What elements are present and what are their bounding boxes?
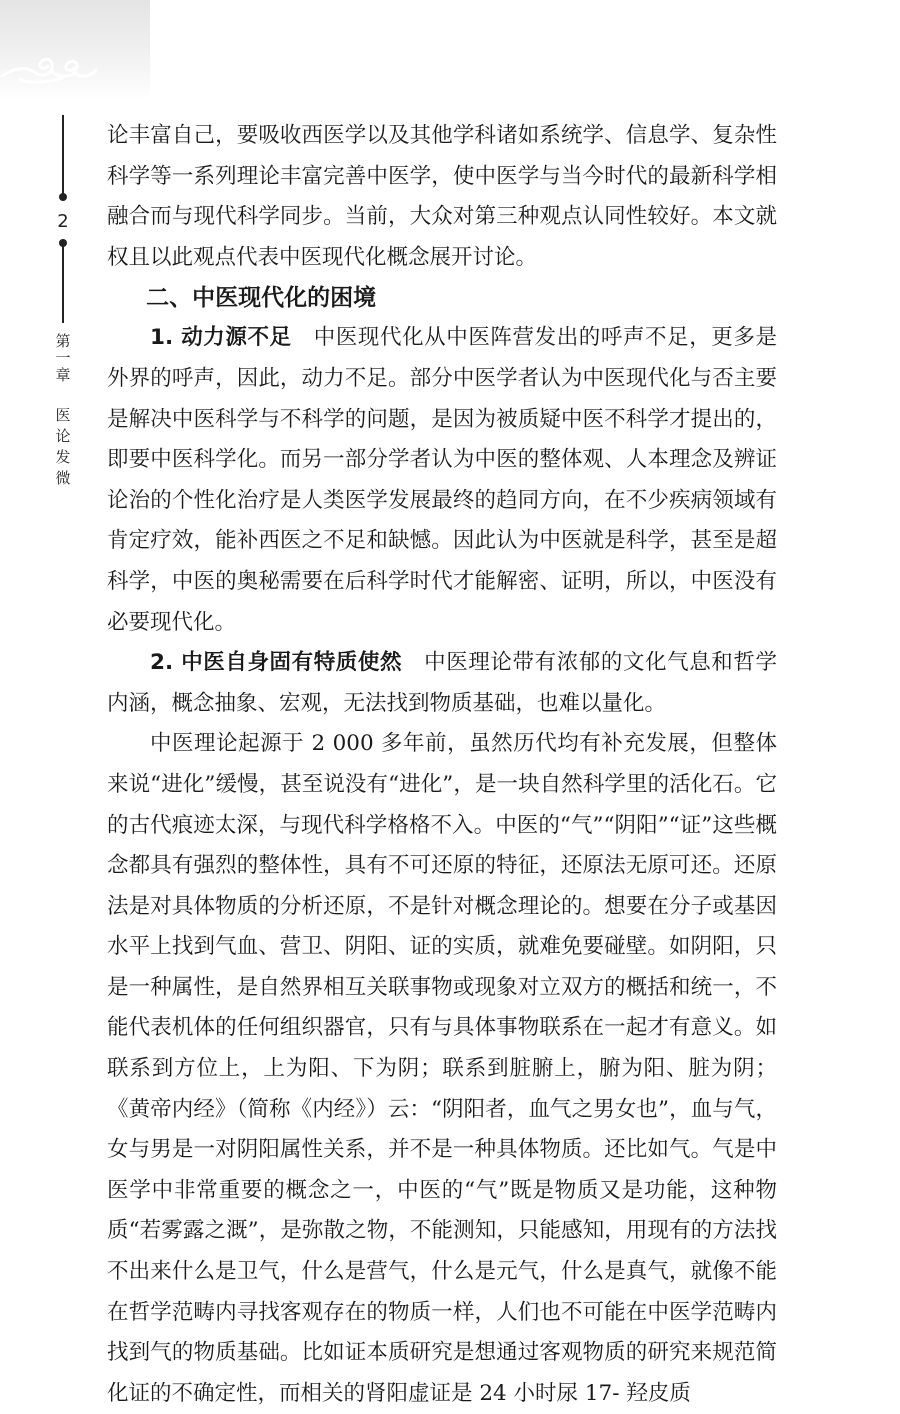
chapter-label: 第一章: [55, 332, 71, 384]
paragraph-1-lead: 1. 动力源不足: [150, 325, 292, 351]
rail-line-top: [62, 115, 64, 195]
page-body: [107, 116, 777, 1414]
paragraph-1: [107, 318, 777, 643]
page-number: 2: [57, 211, 69, 232]
header-corner-decoration: [0, 0, 150, 100]
rail-line-bottom: [62, 245, 64, 323]
paragraph-0: 论丰富自己，要吸收西医学以及其他学科诸如系统学、信息学、复杂性科学等一系列理论丰富完善中医学，使中医学与当今时代的最新科学相融合而与现代科学同步。当前，大众对第三种观点认同性较好。本文就权且以此观点代表中医现代化概念展开讨论。: [107, 123, 777, 270]
section-heading: 二、中医现代化的困境: [146, 285, 377, 312]
paragraph-2-lead: 2. 中医自身固有特质使然: [150, 650, 403, 676]
paragraph-2: [107, 643, 777, 724]
margin-rail: [38, 115, 88, 495]
cloud-ornament-icon: [0, 48, 100, 88]
paragraph-2-text: 中医理论带有浓郁的文化气息和哲学内涵，概念抽象、宏观，无法找到物质基础，也难以量化。: [107, 650, 777, 716]
rail-dot-top: [59, 193, 67, 201]
paragraph-3: 中医理论起源于 2 000 多年前，虽然历代均有补充发展，但整体来说“进化”缓慢，甚至说没有“进化”，是一块自然科学里的活化石。它的古代痕迹太深，与现代科学格格不入。中医的“气”“阴阳”“证”这些概念都具有强烈的整体性，具有不可还原的特征，还原法无原可还。还原法是对具体物质的分析还原，不是针对概念理论的。想要在分子或基因水平上找到气血、营卫、阴阳、证的实质，就难免要碰壁。如阴阳，只是一种属性，是自然界相互关联事物或现象对立双方的概括和统一，不能代表机体的任何组织器官，只有与具体事物联系在一起才有意义。如联系到方位上，上为阳、下为阴；联系到脏腑上，腑为阳、脏为阴；《黄帝内经》（简称《内经》）云：“阴阳者，血气之男女也”，血与气，女与男是一对阴阳属性关系，并不是一种具体物质。还比如气。气是中医学中非常重要的概念之一，中医的“气”既是物质又是功能，这种物质“若雾露之溉”，是弥散之物，不能测知，只能感知，用现有的方法找不出来什么是卫气，什么是营气，什么是元气，什么是真气，就像不能在哲学范畴内寻找客观存在的物质一样，人们也不可能在中医学范畴内找到气的物质基础。比如证本质研究是想通过客观物质的研究来规范简化证的不确定性，而相关的肾阳虚证是 24 小时尿 17- 羟皮质: [107, 731, 777, 1406]
paragraph-1-text: 中医现代化从中医阵营发出的呼声不足，更多是外界的呼声，因此，动力不足。部分中医学者认为中医现代化与否主要是解决中医科学与不科学的问题，是因为被质疑中医不科学才提出的，即要中医科学化。而另一部分学者认为中医的整体观、人本理念及辨证论治的个性化治疗是人类医学发展最终的趋同方向，在不少疾病领域有肯定疗效，能补西医之不足和缺憾。因此认为中医就是科学，甚至是超科学，中医的奥秘需要在后科学时代才能解密、证明，所以，中医没有必要现代化。: [107, 325, 777, 635]
section-label: 医论发微: [55, 406, 71, 487]
